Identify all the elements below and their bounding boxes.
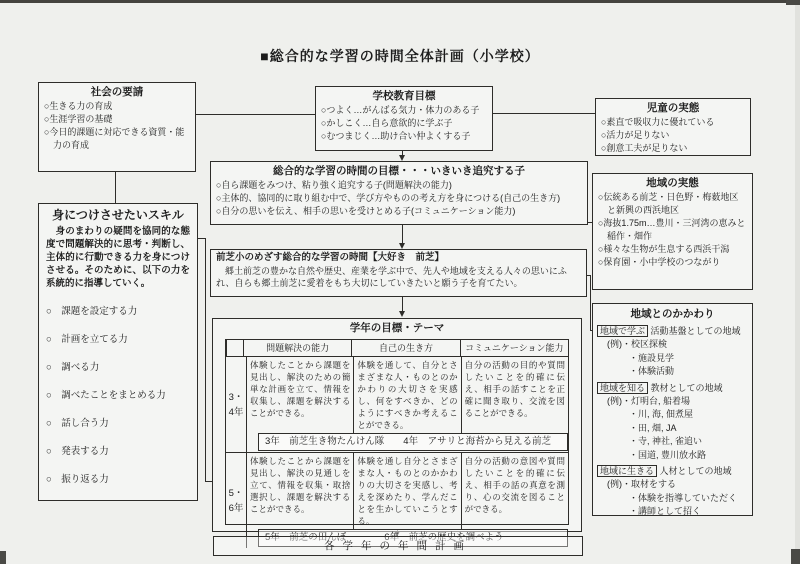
box-title: 総合的な学習の時間の目標・・・いきいき追究する子 (273, 165, 525, 177)
list-item: ○ 話し合う力 (46, 418, 109, 429)
list-item: ○ 課題を設定する力 (46, 306, 138, 317)
table-header-row (226, 340, 568, 357)
table-title: 学年の目標・テーマ (349, 322, 445, 334)
box-skills (38, 203, 198, 501)
list-item: ・田, 畑, JA (629, 422, 677, 433)
box-title: 学校教育目標 (372, 90, 436, 102)
header-cell: 自己の生き方 (351, 340, 459, 356)
header-cell: コミュニケーション能力 (460, 340, 568, 356)
list-item: ○海抜1.75m…豊川・三河湾の恵みと稲作・畑作 (598, 218, 746, 241)
community-label: 地域に生きる (597, 465, 657, 477)
scan-mark (791, 549, 800, 564)
list-item: ○自ら課題をみつけ、粘り強く追究する子(問題解決の能力) (216, 180, 452, 190)
community-label: 地域を知る (597, 382, 648, 394)
row-content (247, 357, 568, 452)
connector-schoolgoals-to-children (493, 113, 595, 114)
list-item: ○ 調べたことをまとめる力 (46, 390, 166, 401)
box-region-realities (592, 173, 753, 290)
list-item: ○主体的、協同的に取り組む中で、学び方やものの考え方を身につける(自己の生き方) (216, 193, 561, 203)
community-section-learn (597, 324, 748, 338)
grade-label: 3・4年 (226, 357, 247, 452)
list-item: ○かしこく…自ら意欲的に学ぶ子 (321, 118, 453, 128)
arrowhead-down-icon (399, 311, 405, 317)
vision-body: 郷土前芝の豊かな自然や歴史、産業を学ぶ中で、先人や地域を支える人々の思いにふれ、自らも郷土前芝に愛着をもち大切にしていきたいと願う子を育てたい。 (216, 265, 567, 288)
row-cells (247, 357, 568, 433)
cell-problem-solving: 体験したことから課題を見出し、解決の見通しを立て、情報を収集・取捨選択し、課題を解決することができる。 (250, 456, 351, 514)
community-subtitle: 人材としての地域 (659, 466, 732, 476)
cell-problem-solving: 体験したことから課題を見出し、解決のための簡単な計画を立て、情報を収集し、課題を解決することができる。 (250, 360, 351, 418)
list-item: ○素直で吸収力に優れている (601, 117, 715, 127)
vision-title: 前芝小のめざす総合的な学習の時間【大好き 前芝】 (216, 252, 445, 263)
cell-communication: 自分の活動の意図や質問したいことを的確に伝え、相手の話の真意を測り、心の交流を図ることができる。 (461, 453, 568, 529)
list-item: ○むつまじく…助け合い仲よくする子 (321, 131, 471, 141)
connector-social-to-skills (115, 172, 116, 203)
theme-label: 5年 前芝の田んぼ 6年 前芝の歴史を調べよう (258, 529, 568, 547)
connector-social-to-schoolgoals (196, 114, 315, 115)
cell-way-of-life: 体験を通し自分とさまざまな人・ものとのかかわりの大切さを実感し、考えを深めたり、学んだことを生かしていこうとする。 (353, 453, 460, 529)
theme-label: 3年 前芝生き物たんけん隊 4年 アサリと海苔から見える前芝 (258, 433, 568, 451)
page-title: ■総合的な学習の時間全体計画（小学校） (260, 48, 540, 64)
list-item: ○ 振り返る力 (46, 474, 109, 485)
box-grade-table (212, 318, 582, 543)
box-annual-plan (213, 536, 583, 556)
list-item: ○様々な生物が生息する西浜干潟 (598, 244, 730, 254)
connector-goal-to-vision (402, 225, 403, 243)
cell-way-of-life: 体験を通して、自分とさまざまな人・ものとのかかわりの大切さを実感し、何をすべきか、どのようにすべきか考えることができる。 (353, 357, 460, 433)
community-label: 地域で学ぶ (597, 325, 648, 337)
row-content (247, 453, 568, 548)
list-item: ○ 調べる力 (46, 362, 100, 373)
list-item: ・国道, 豊川放水路 (629, 449, 707, 460)
list-item: ・体験を指導していただく (629, 492, 738, 503)
box-integrated-goal (210, 161, 588, 225)
header-cell: 問題解決の能力 (243, 340, 351, 356)
box-title: 社会の要請 (90, 86, 144, 98)
box-title: 身につけさせたいスキル (52, 208, 184, 222)
community-section-live (597, 464, 748, 478)
list-item: ○伝統ある前芝・日色野・梅薮地区と新興の西浜地区 (598, 192, 739, 215)
list-item: ○今日的課題に対応できる資質・能力の育成 (44, 127, 185, 150)
row-cells (247, 453, 568, 529)
scan-mark (786, 0, 800, 5)
list-item: (例)・校区探検 (607, 339, 667, 349)
list-item: ○生きる力の育成 (44, 101, 113, 111)
box-school-vision (210, 249, 587, 297)
community-section-know (597, 381, 748, 395)
box-social-demands (38, 82, 196, 172)
grade-table (225, 339, 569, 543)
list-item: ・川, 海, 佃煮屋 (629, 409, 694, 419)
box-title: 児童の実態 (646, 102, 700, 114)
box-school-goals (315, 86, 493, 151)
box-children-realities (595, 98, 751, 156)
list-item: ・施設見学 (629, 352, 675, 363)
community-subtitle: 活動基盤としての地域 (650, 326, 741, 336)
box-title: 地域の実態 (646, 177, 699, 189)
list-item: ○ 計画を立てる力 (46, 334, 128, 345)
list-item: ○生涯学習の基礎 (44, 114, 113, 124)
header-cell-grade (226, 340, 243, 356)
box-community (592, 303, 753, 516)
connector-vision-to-table (402, 297, 403, 312)
theme-band (247, 433, 568, 452)
box-title: 地域とのかかわり (630, 308, 715, 320)
community-subtitle: 教材としての地域 (650, 382, 723, 393)
scan-edge-top (0, 0, 800, 3)
scan-edge-right (795, 0, 800, 564)
list-item: ・講師として招く (629, 506, 702, 516)
list-item: ○活力が足りない (601, 130, 670, 140)
list-item: ○自分の思いを伝え、相手の思いを受けとめる子(コミュニケーション能力) (216, 206, 516, 216)
list-item: ・体験活動 (629, 366, 675, 376)
grade-label: 5・6年 (226, 453, 247, 548)
connector-skills-to-table-v (205, 238, 206, 481)
list-item: ○創意工夫が足りない (601, 143, 688, 153)
skills-intro: 身のまわりの疑問を協同的な態度で問題解決的に思考・判断し、主体的に行動できる力を身につけさせる。そのために、以下の力を系統的に指導していく。 (46, 226, 190, 289)
table-row (226, 357, 568, 453)
list-item: ○ 発表する力 (46, 446, 109, 457)
list-item: ○つよく…がんばる気力・体力のある子 (321, 105, 480, 115)
table-row (226, 453, 568, 548)
scan-mark (0, 551, 6, 564)
list-item: ・寺, 神社, 雀追い (629, 436, 703, 446)
annual-plan-label: 各学年の年間計画 (324, 539, 472, 552)
connector-vision-to-community-v (590, 275, 591, 331)
cell-communication: 自分の活動の目的や質問したいことを的確に伝え、相手の話すことを正確に聞き取り、交流を図ることができる。 (461, 357, 568, 433)
list-item: (例)・灯明台, 船着場 (607, 395, 690, 406)
list-item: (例)・取材をする (607, 479, 676, 489)
list-item: ○保育園・小中学校のつながり (598, 257, 721, 267)
